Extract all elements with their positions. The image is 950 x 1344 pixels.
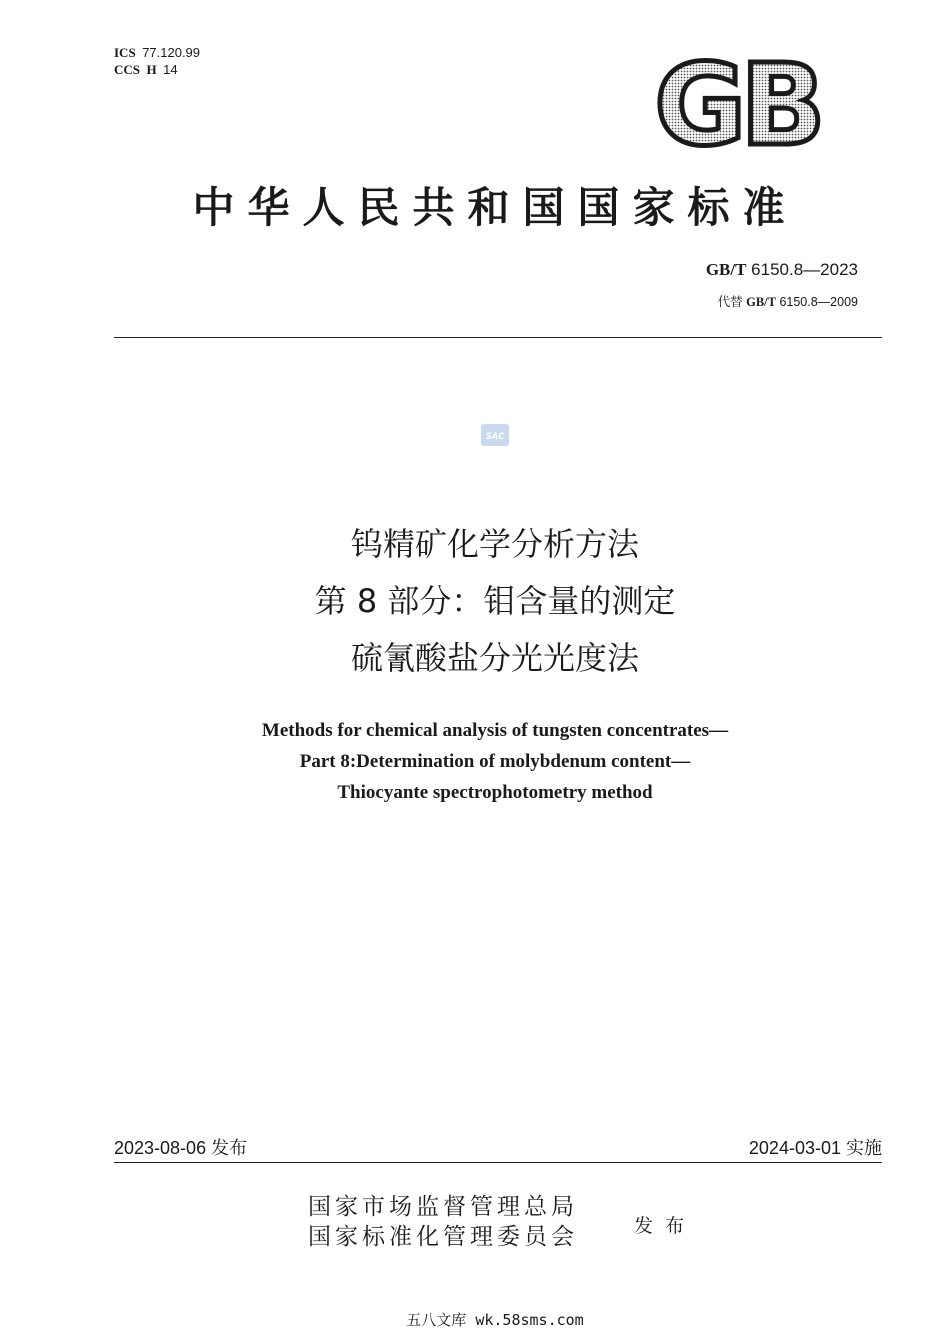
issuer-sac: 国家标准化管理委员会 (308, 1224, 578, 1250)
standard-number: GB/T 6150.8—2023 (705, 260, 858, 279)
gb-logo-text: GB (654, 58, 820, 152)
title-en-line1: Methods for chemical analysis of tungsten concentrates— (261, 720, 729, 741)
national-standard-title: 中华人民共和国国家标准 (192, 183, 798, 232)
title-en-line2: Part 8:Determination of molybdenum content— (299, 751, 691, 772)
replaced-standard: 代替 GB/T 6150.8—2009 (717, 295, 858, 309)
classification-codes (114, 44, 200, 78)
title-zh-line1: 钨精矿化学分析方法 (350, 525, 639, 563)
title-en-line3: Thiocyante spectrophotometry method (337, 782, 653, 803)
ccs-code: CCS H 14 (114, 62, 178, 77)
svg-text:SAC: SAC (485, 432, 505, 442)
sac-watermark-icon (481, 424, 509, 446)
footer-watermark: 五八文库 wk.58sms.com (406, 1311, 584, 1329)
footer-divider (114, 1162, 882, 1163)
issue-label: 发布 (634, 1215, 697, 1237)
implement-date: 2024-03-01 实施 (748, 1138, 882, 1159)
title-zh-line2: 第 8 部分：钼含量的测定 (314, 582, 676, 620)
gb-logo (644, 58, 830, 152)
issuer-samr: 国家市场监督管理总局 (308, 1194, 578, 1220)
header-divider (114, 337, 882, 338)
publish-date: 2023-08-06 发布 (114, 1138, 248, 1159)
ics-code: ICS 77.120.99 (114, 45, 201, 60)
title-zh-line3: 硫氰酸盐分光光度法 (350, 639, 639, 677)
